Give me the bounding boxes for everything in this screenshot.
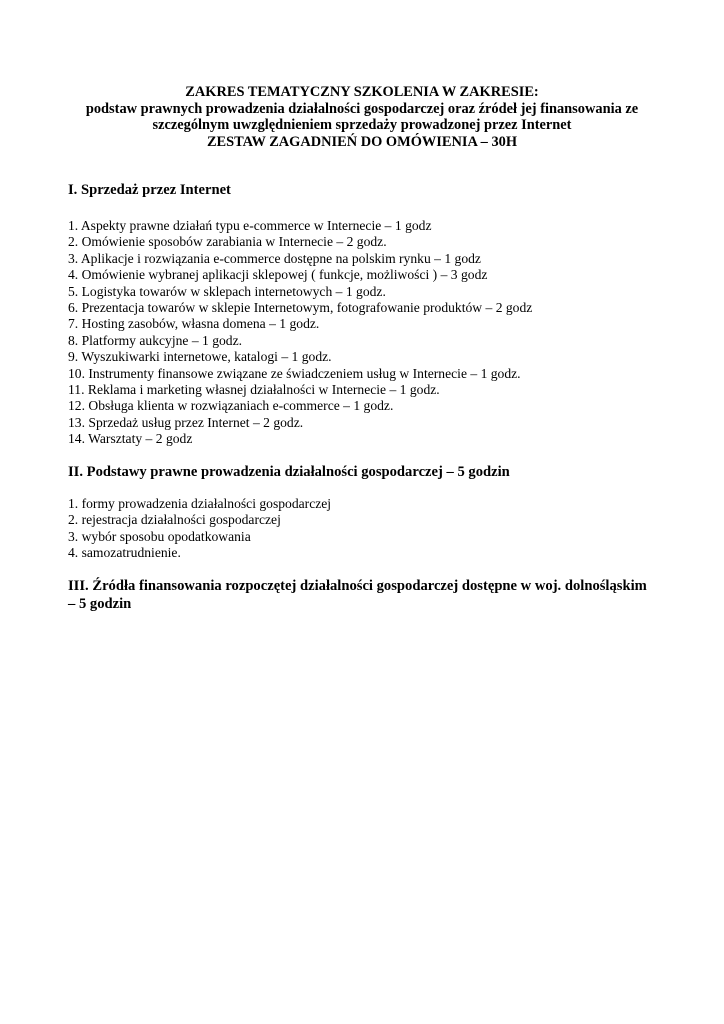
section-3-title-line-2: – 5 godzin: [68, 595, 132, 612]
header-line-1: ZAKRES TEMATYCZNY SZKOLENIA W ZAKRESIE:: [185, 84, 539, 100]
list-item: 1. Aspekty prawne działań typu e-commerce w Internecie – 1 godz: [68, 218, 432, 233]
list-item: 5. Logistyka towarów w sklepach internetowych – 1 godz.: [68, 283, 386, 299]
list-item: 4. samozatrudnienie.: [68, 545, 181, 561]
list-item: 7. Hosting zasobów, własna domena – 1 godz.: [68, 316, 320, 332]
section-2-title: II. Podstawy prawne prowadzenia działalności gospodarczej – 5 godzin: [68, 464, 510, 480]
list-item: 2. rejestracja działalności gospodarczej: [68, 512, 281, 528]
header-line-4: ZESTAW ZAGADNIEŃ DO OMÓWIENIA – 30H: [206, 133, 518, 150]
section-1-list: [68, 218, 532, 448]
list-item: 12. Obsługa klienta w rozwiązaniach e-commerce – 1 godz.: [68, 398, 394, 414]
header-line-2: podstaw prawnych prowadzenia działalności gospodarczej oraz źródeł jej finansowania ze: [85, 100, 639, 117]
list-item: 2. Omówienie sposobów zarabiania w Internecie – 2 godz.: [68, 234, 387, 250]
list-item: 9. Wyszukiwarki internetowe, katalogi – 1 godz.: [68, 349, 332, 365]
list-item: 1. formy prowadzenia działalności gospodarczej: [68, 496, 332, 511]
list-item: 10. Instrumenty finansowe związane ze świadczeniem usług w Internecie – 1 godz.: [68, 365, 521, 381]
list-item: 6. Prezentacja towarów w sklepie Internetowym, fotografowanie produktów – 2 godz: [68, 300, 533, 316]
section-2-list: [68, 496, 331, 562]
header-line-3: szczególnym uwzględnieniem sprzedaży prowadzonej przez Internet: [152, 117, 572, 133]
section-3-title-line-1: III. Źródła finansowania rozpoczętej działalności gospodarczej dostępne w woj. dolnośląskim: [68, 578, 647, 594]
list-item: 8. Platformy aukcyjne – 1 godz.: [68, 332, 243, 348]
list-item: 3. Aplikacje i rozwiązania e-commerce dostępne na polskim rynku – 1 godz: [68, 250, 481, 266]
section-3-title: [68, 578, 647, 613]
list-item: 3. wybór sposobu opodatkowania: [68, 528, 251, 544]
list-item: 4. Omówienie wybranej aplikacji sklepowej ( funkcje, możliwości ) – 3 godz: [68, 267, 488, 283]
document-header: [60, 84, 664, 150]
list-item: 13. Sprzedaż usług przez Internet – 2 godz.: [68, 414, 304, 430]
list-item: 14. Warsztaty – 2 godz: [68, 431, 193, 447]
list-item: 11. Reklama i marketing własnej działalności w Internecie – 1 godz.: [68, 382, 440, 398]
section-1-title: I. Sprzedaż przez Internet: [68, 182, 231, 198]
